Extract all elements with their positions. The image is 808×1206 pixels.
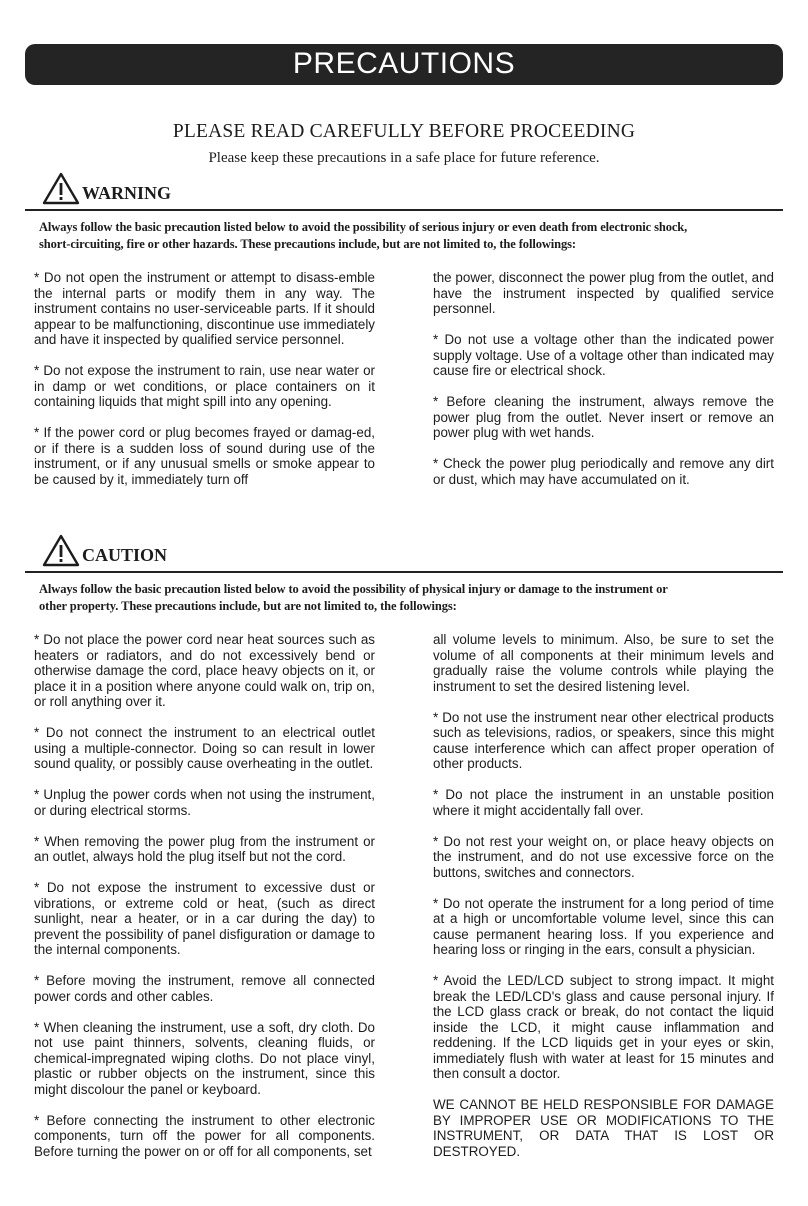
warning-item: * Before cleaning the instrument, always remove the power plug from the outlet. Never insert or remove an power plug with wet hands. (433, 394, 774, 440)
keep-reference-note: Please keep these precautions in a safe place for future reference. (208, 150, 600, 166)
caution-item: * Do not place the power cord near heat sources such as heaters or radiators, and do not excessively bend or otherwise damage the cord, place heavy objects on it, or place it in a position where anyone could walk on, trip on, or roll anything over it. (34, 632, 375, 709)
caution-item: * When removing the power plug from the instrument or an outlet, always hold the plug itself but not the cord. (34, 833, 375, 864)
caution-item: * Do not place the instrument in an unstable position where it might accidentally fall over. (433, 787, 774, 818)
warning-item: * Do not open the instrument or attempt to disass-emble the internal parts or modify them in any way. The instrument contains no user-serviceable parts. If it should appear to be malfunctioning, discontinue use immediately and have it inspected by qualified service personnel. (34, 270, 375, 347)
warning-intro-line: short-circuiting, fire or other hazards. These precautions include, but are not limited to, the followings: (39, 237, 576, 251)
caution-item: * Do not expose the instrument to excessive dust or vibrations, or extreme cold or heat, (such as direct sunlight, near a heater, or in a car during the day) to prevent the possibility of panel disfiguration or damage to the internal components. (34, 880, 375, 957)
caution-item: * Do not connect the instrument to an electrical outlet using a multiple-connector. Doing so can result in lower sound quality, or possibly cause overheating in the outlet. (34, 725, 375, 771)
caution-intro-line: Always follow the basic precaution listed below to avoid the possibility of physical injury or damage to the instrument or (39, 582, 668, 596)
page-title: PRECAUTIONS (292, 47, 516, 80)
caution-item: all volume levels to minimum. Also, be sure to set the volume of all components at their minimum levels and gradually raise the volume controls while playing the instrument to set the desired listening level. (433, 632, 774, 694)
caution-item: * Do not rest your weight on, or place heavy objects on the instrument, and do not use excessive force on the buttons, switches and connectors. (433, 833, 774, 880)
page-title-bar (25, 44, 783, 85)
warning-title: WARNING (82, 183, 172, 203)
warning-item: * Do not expose the instrument to rain, use near water or in damp or wet conditions, or place containers on it containing liquids that might spill into any opening. (34, 363, 375, 409)
caution-item: * Do not use the instrument near other electrical products such as televisions, radios, or speakers, since this might cause interference which can affect proper operation of other products. (433, 709, 774, 771)
caution-item: * Do not operate the instrument for a long period of time at a high or uncomfortable volume level, since this can cause permanent hearing loss. If you experience and hearing loss or ringing in the ears, consult a physician. (433, 895, 774, 957)
read-carefully-heading: PLEASE READ CAREFULLY BEFORE PROCEEDING (172, 121, 636, 142)
warning-left-column (34, 270, 375, 503)
warning-triangle-icon (42, 534, 80, 567)
warning-intro (39, 219, 739, 253)
warning-divider (25, 209, 783, 211)
caution-item: * Avoid the LED/LCD subject to strong impact. It might break the LED/LCD's glass and cause personal injury. If the LCD glass crack or break, do not contact the liquid inside the LCD, it might cause inflammation and reddening. If the LCD liquids get in your eyes or skin, immediately flush with water at least for 15 minutes and then consult a doctor. (433, 973, 774, 1081)
caution-title: CAUTION (82, 545, 168, 565)
caution-item: * Before connecting the instrument to other electronic components, turn off the power for all components. Before turning the power on or off for all components, set (34, 1112, 375, 1159)
warning-triangle-icon (42, 172, 80, 205)
caution-item: * Before moving the instrument, remove all connected power cords and other cables. (34, 973, 375, 1004)
caution-left-column (34, 632, 375, 1175)
caution-intro-line: other property. These precautions include, but are not limited to, the followings: (39, 599, 457, 613)
warning-right-column (433, 270, 774, 503)
caution-right-column (433, 632, 774, 1175)
warning-item: the power, disconnect the power plug from the outlet, and have the instrument inspected by qualified service personnel. (433, 270, 774, 316)
disclaimer-text: WE CANNOT BE HELD RESPONSIBLE FOR DAMAGE BY IMPROPER USE OR MODIFICATIONS TO THE INSTRUMENT, OR DATA THAT IS LOST OR DESTROYED. (433, 1097, 774, 1159)
warning-item: * Do not use a voltage other than the indicated power supply voltage. Use of a voltage other than indicated may cause fire or electrical shock. (433, 332, 774, 378)
caution-item: * When cleaning the instrument, use a soft, dry cloth. Do not use paint thinners, solvents, cleaning fluids, or chemical-impregnated wiping cloths. Do not place vinyl, plastic or rubber objects on the instrument, since this might discolour the panel or keyboard. (34, 1019, 375, 1097)
warning-intro-line: Always follow the basic precaution listed below to avoid the possibility of serious injury or even death from electronic shock, (39, 220, 688, 234)
warning-item: * Check the power plug periodically and remove any dirt or dust, which may have accumulated on it. (433, 456, 774, 487)
warning-item: * If the power cord or plug becomes frayed or damag-ed, or if there is a sudden loss of sound during use of the instrument, or if any unusual smells or smoke appear to be caused by it, immediately turn off (34, 425, 375, 487)
caution-intro (39, 581, 739, 615)
caution-divider (25, 571, 783, 573)
caution-heading (42, 534, 167, 567)
caution-item: * Unplug the power cords when not using the instrument, or during electrical storms. (34, 787, 375, 818)
warning-heading (42, 172, 171, 205)
